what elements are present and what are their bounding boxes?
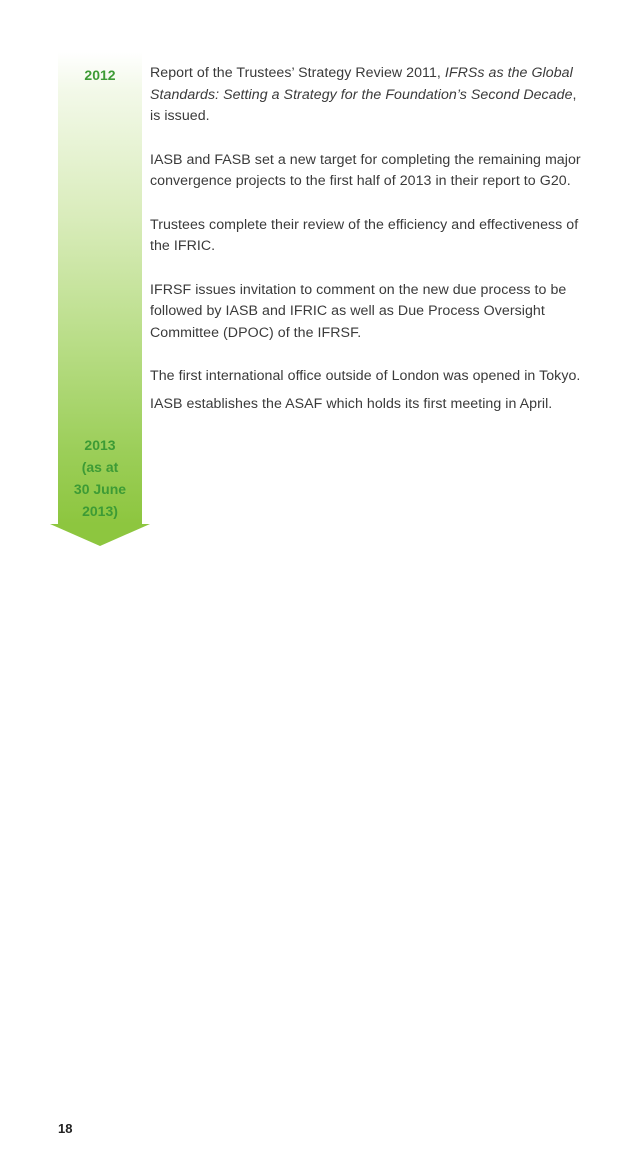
- year-label-2012: 2012: [84, 67, 116, 83]
- entry-due-process: IFRSF issues invitation to comment on the new due process to be followed by IASB and IFRIC as well as Due Process Oversight Committee (DPOC) of the IFRSF.: [150, 281, 567, 341]
- year-label-2013-line: (as at: [81, 459, 119, 475]
- report-title: IFRSs as the Global Standards: Setting a Strategy for the Foundation’s Second Decade: [150, 65, 573, 103]
- year-label-2013-line: 2013: [84, 437, 116, 453]
- entry-convergence-target: IASB and FASB set a new target for completing the remaining major convergence projects to the first half of 2013 in their report to G20.: [150, 151, 581, 189]
- timeline-arrow: [50, 524, 150, 546]
- entry-tokyo-office: The first international office outside of London was opened in Tokyo.: [150, 368, 581, 384]
- entry-text: , is issued.: [150, 86, 577, 124]
- year-label-2013-line: 2013): [82, 503, 118, 519]
- entry-ifric-review: Trustees complete their review of the efficiency and effectiveness of the IFRIC.: [150, 216, 579, 254]
- entry-strategy-review: [150, 63, 582, 128]
- entry-asaf: IASB establishes the ASAF which holds its first meeting in April.: [150, 395, 553, 412]
- entry-text: Report of the Trustees’ Strategy Review 2011,: [150, 65, 445, 81]
- timeline-entries: [150, 63, 582, 437]
- year-label-2013: [58, 434, 142, 522]
- page-number: 18: [58, 1121, 73, 1136]
- year-label-2013-line: 30 June: [73, 481, 127, 497]
